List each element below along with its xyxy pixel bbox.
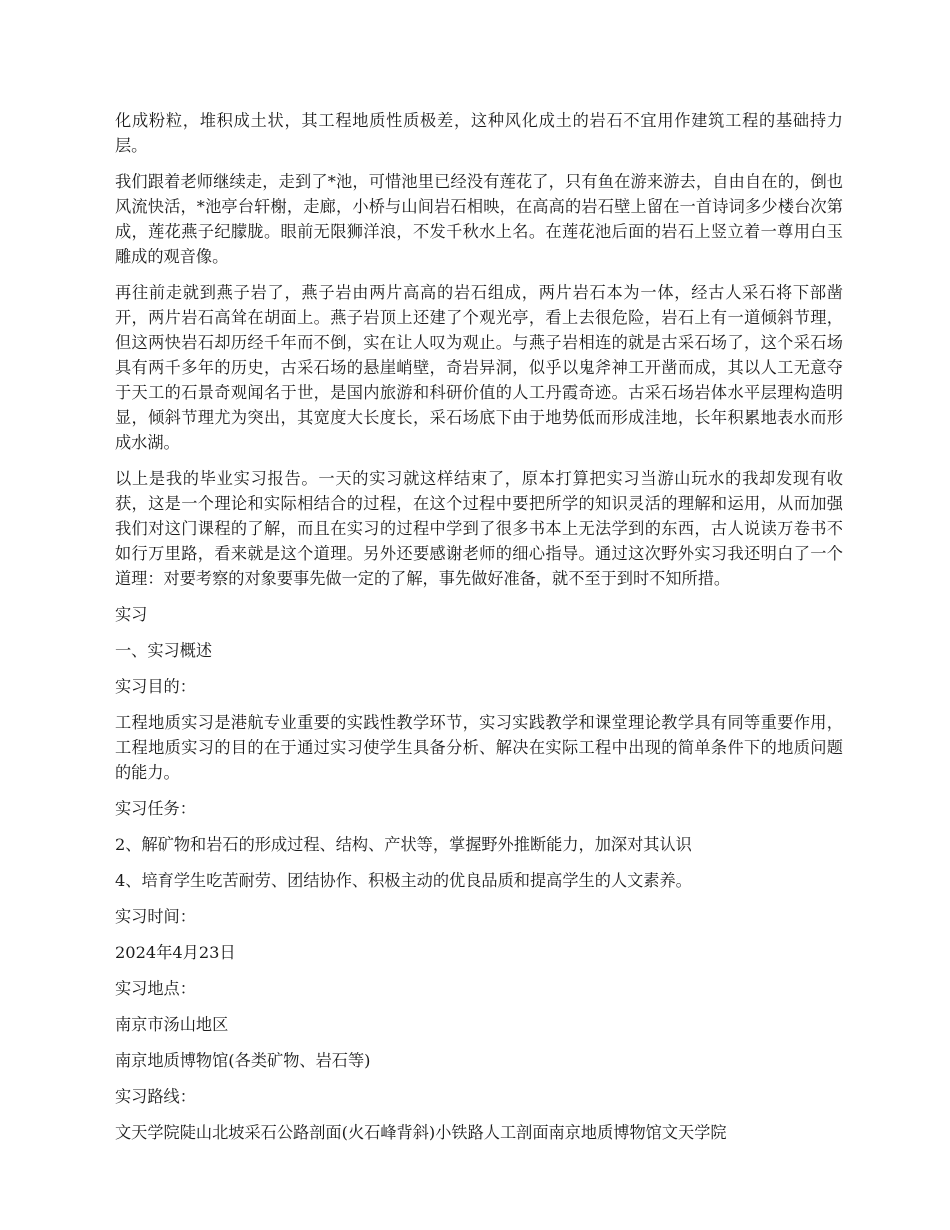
task-item-2: 2、解矿物和岩石的形成过程、结构、产状等，掌握野外推断能力，加深对其认识 bbox=[115, 835, 692, 854]
task-item-4: 4、培育学生吃苦耐劳、团结协作、积极主动的优良品质和提高学生的人文素养。 bbox=[115, 871, 692, 890]
location-museum: 南京地质博物馆(各类矿物、岩石等) bbox=[115, 1051, 371, 1070]
value-date: 2024年4月23日 bbox=[115, 943, 236, 962]
value-route: 文天学院陡山北坡采石公路剖面(火石峰背斜)小铁路人工剖面南京地质博物馆文天学院 bbox=[115, 1123, 727, 1142]
location-tangshan: 南京市汤山地区 bbox=[115, 1015, 229, 1034]
heading-overview: 一、实习概述 bbox=[115, 641, 213, 660]
paragraph-swallow-rock: 再往前走就到燕子岩了，燕子岩由两片高高的岩石组成，两片岩石本为一体，经古人采石将下部凿开，两片岩石高耸在胡面上。燕子岩顶上还建了个观光亭，看上去很危险，岩石上有一道倾斜节理，但这两快岩石却历经千年而不倒，实在让人叹为观止。与燕子岩相连的就是古采石场了，这个采石场具有两千多年的历史，古采石场的悬崖峭壁，奇岩异洞，似乎以鬼斧神工开凿而成，其以人工无意夺于天工的石景奇观闻名于世，是国内旅游和科研价值的人工丹霞奇迹。古采石场岩体水平层理构造明显，倾斜节理尤为突出，其宽度大长度长，采石场底下由于地势低而形成洼地，长年积累地表水而形成水湖。 bbox=[115, 283, 843, 452]
paragraph-purpose: 工程地质实习是港航专业重要的实践性教学环节，实习实践教学和课堂理论教学具有同等重要作用，工程地质实习的目的在于通过实习使学生具备分析、解决在实际工程中出现的简单条件下的地质问题的能力。 bbox=[115, 713, 843, 782]
heading-internship: 实习 bbox=[115, 605, 148, 624]
label-purpose: 实习目的： bbox=[115, 677, 196, 696]
paragraph-weathering: 化成粉粒，堆积成土状，其工程地质性质极差，这种风化成土的岩石不宜用作建筑工程的基础持力层。 bbox=[115, 111, 843, 155]
label-route: 实习路线： bbox=[115, 1087, 196, 1106]
label-time: 实习时间： bbox=[115, 907, 196, 926]
label-tasks: 实习任务： bbox=[115, 799, 196, 818]
label-location: 实习地点： bbox=[115, 979, 196, 998]
document-page bbox=[115, 108, 843, 1156]
paragraph-conclusion: 以上是我的毕业实习报告。一天的实习就这样结束了，原本打算把实习当游山玩水的我却发现有收获，这是一个理论和实际相结合的过程，在这个过程中要把所学的知识灵活的理解和运用，从而加强我们对这门课程的了解，而且在实习的过程中学到了很多书本上无法学到的东西，古人说读万卷书不如行万里路，看来就是这个道理。另外还要感谢老师的细心指导。通过这次野外实习我还明白了一个道理：对要考察的对象要事先做一定的了解，事先做好准备，就不至于到时不知所措。 bbox=[115, 469, 843, 588]
paragraph-lotus-pond: 我们跟着老师继续走，走到了*池，可惜池里已经没有莲花了，只有鱼在游来游去，自由自在的，倒也风流快活，*池亭台轩榭，走廊，小桥与山间岩石相映，在高高的岩石壁上留在一首诗词多少楼台次第成，莲花燕子纪朦胧。眼前无限狮洋浪，不发千秋水上名。在莲花池后面的岩石上竖立着一尊用白玉雕成的观音像。 bbox=[115, 172, 843, 266]
